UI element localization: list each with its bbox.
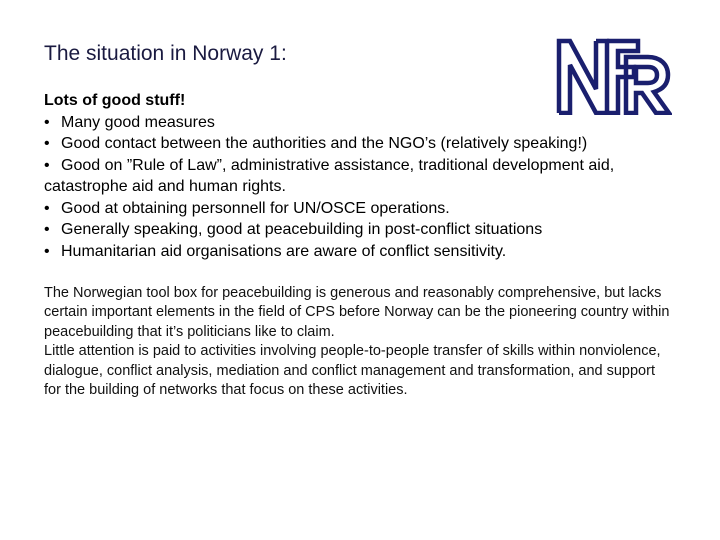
body-paragraph: Little attention is paid to activities involving people-to-people transfer of skills within nonviolence, dialogue, conflict analysis, mediation and conflict management and transformation, and support for the building of networks that focus on these activities. (44, 343, 661, 399)
body-paragraph: The Norwegian tool box for peacebuilding is generous and reasonably comprehensive, but lacks certain important elements in the field of CPS before Norway can be the pioneering country within peacebuilding that it’s politicians like to claim. (44, 285, 670, 340)
list-item (44, 198, 684, 220)
bullet-icon: • (44, 242, 50, 260)
list-item (44, 133, 684, 155)
bullet-list (44, 112, 684, 263)
main-heading: Lots of good stuff! (44, 92, 186, 109)
slide-title: The situation in Norway 1: (44, 42, 287, 65)
bullet-text: Many good measures (61, 113, 215, 131)
bullet-text: Good contact between the authorities and the NGO’s (relatively speaking!) (61, 135, 588, 152)
list-item (44, 219, 684, 241)
bullet-icon: • (44, 156, 50, 174)
main-content (44, 90, 684, 262)
bullet-icon: • (44, 135, 50, 152)
list-item (44, 112, 684, 134)
bullet-text: Good at obtaining personnell for UN/OSCE operations. (61, 199, 450, 217)
list-item (44, 241, 684, 263)
body-text (44, 284, 674, 400)
bullet-icon: • (44, 199, 50, 217)
bullet-text: Humanitarian aid organisations are aware of conflict sensitivity. (61, 242, 507, 260)
bullet-text: Generally speaking, good at peacebuilding in post-conflict situations (61, 221, 543, 238)
list-item (44, 155, 684, 198)
bullet-icon: • (44, 221, 50, 238)
bullet-text: Good on ”Rule of Law”, administrative assistance, traditional development aid, catastrophe aid and human rights. (44, 156, 615, 195)
bullet-icon: • (44, 113, 50, 131)
